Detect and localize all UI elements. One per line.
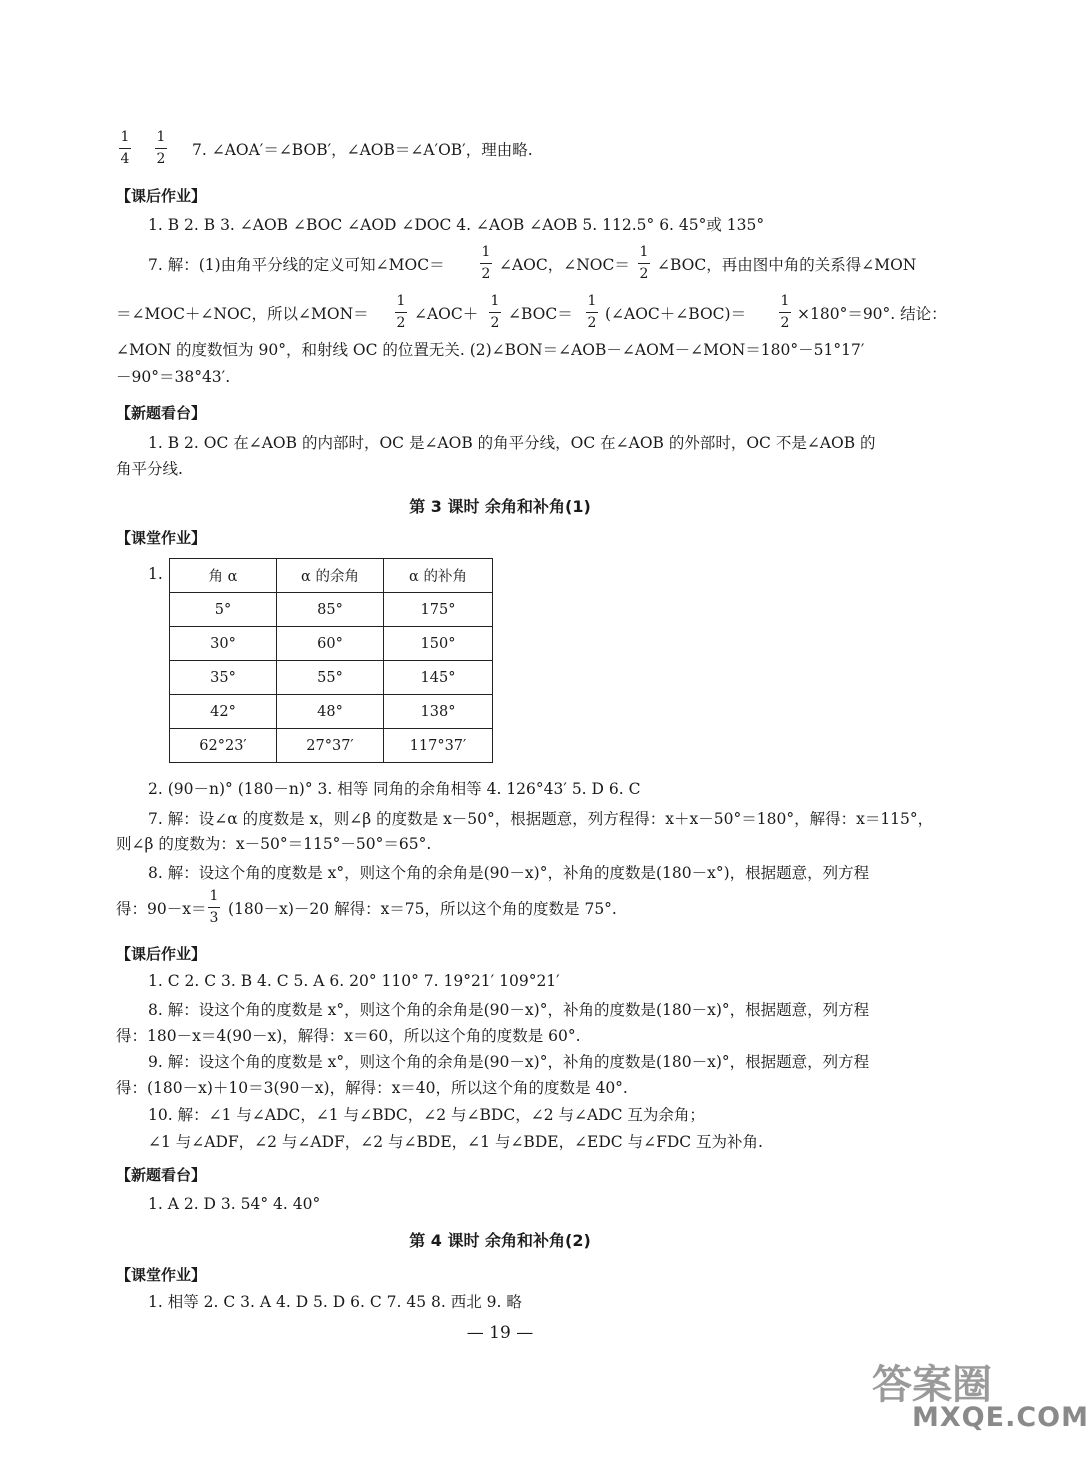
table-row: [170, 593, 493, 627]
fraction-bar: [155, 148, 167, 149]
answer-line: ∠1 与∠ADF，∠2 与∠ADF，∠2 与∠BDE，∠1 与∠BDE，∠EDC 与∠FDC 互为补角.: [148, 1133, 763, 1151]
answer-line: 1. C 2. C 3. B 4. C 5. A 6. 20° 110° 7. 19°21′ 109°21′: [148, 972, 560, 990]
fraction-num: 1: [120, 129, 130, 145]
answer-line: ∠BOC＝: [508, 305, 573, 323]
table-cell: 117°37′: [384, 729, 493, 763]
fraction-num: 1: [156, 129, 166, 145]
table-cell: 150°: [384, 627, 493, 661]
table-row: [170, 661, 493, 695]
watermark-text: MXQE.COM: [912, 1402, 1089, 1433]
answer-line: 则∠β 的度数为：x－50°＝115°－50°＝65°.: [116, 835, 432, 853]
fraction-den: 2: [481, 266, 491, 282]
answer-line: ×180°＝90°. 结论：: [797, 305, 947, 323]
table-cell: 145°: [384, 661, 493, 695]
table-cell: 62°23′: [170, 729, 277, 763]
answer-line: 9. 解：设这个角的度数是 x°，则这个角的余角是(90－x)°，补角的度数是(180－x)°，根据题意，列方程: [148, 1053, 870, 1071]
answer-line: 2. (90－n)° (180－n)° 3. 相等 同角的余角相等 4. 126°43′ 5. D 6. C: [148, 780, 641, 798]
answer-line: ∠AOC＋: [414, 305, 479, 323]
table-cell: 85°: [277, 593, 384, 627]
answer-line: 得：180－x＝4(90－x)，解得：x＝60，所以这个角的度数是 60°.: [116, 1027, 581, 1045]
fraction-bar: [779, 312, 791, 313]
table-header-row: [170, 559, 493, 593]
answer-line: ∠BOC，再由图中角的关系得∠MON: [657, 256, 917, 274]
table-header-cell: 角 α: [170, 559, 277, 593]
fraction-num: 1: [780, 293, 790, 309]
answer-line: 得：(180－x)＋10＝3(90－x)，解得：x＝40，所以这个角的度数是 40°.: [116, 1079, 628, 1097]
table-cell: 175°: [384, 593, 493, 627]
section-heading: 【课后作业】: [116, 187, 207, 205]
table-header-cell: α 的余角: [277, 559, 384, 593]
answer-line: ∠AOC，∠NOC＝: [499, 256, 630, 274]
answer-line: 7. ∠AOA′＝∠BOB′，∠AOB＝∠A′OB′，理由略.: [192, 141, 533, 159]
table-cell: 35°: [170, 661, 277, 695]
answer-line: 10. 解：∠1 与∠ADC，∠1 与∠BDC，∠2 与∠BDC，∠2 与∠ADC 互为余角；: [148, 1106, 705, 1124]
page-number: — 19 —: [466, 1323, 534, 1343]
fraction-bar: [208, 907, 220, 908]
section-heading: 【新题看台】: [116, 404, 207, 422]
fraction-den: 2: [639, 266, 649, 282]
section-heading: 【课堂作业】: [116, 529, 207, 547]
table-label: 1.: [148, 565, 163, 583]
answer-line: 8. 解：设这个角的度数是 x°，则这个角的余角是(90－x)°，补角的度数是(180－x)°，根据题意，列方程: [148, 1001, 870, 1019]
fraction-num: 1: [490, 293, 500, 309]
table-cell: 48°: [277, 695, 384, 729]
fraction-bar: [586, 312, 598, 313]
section-heading: 【课后作业】: [116, 945, 207, 963]
answer-line: －90°＝38°43′.: [116, 368, 231, 386]
fraction-num: 1: [587, 293, 597, 309]
table-cell: 42°: [170, 695, 277, 729]
fraction-bar: [489, 312, 501, 313]
fraction-den: 4: [120, 151, 130, 167]
fraction-num: 1: [209, 888, 219, 904]
answer-line: 1. A 2. D 3. 54° 4. 40°: [148, 1195, 321, 1213]
answer-line: 1. B 2. OC 在∠AOB 的内部时，OC 是∠AOB 的角平分线，OC 在∠AOB 的外部时，OC 不是∠AOB 的: [148, 434, 876, 452]
lesson-title: 第 4 课时 余角和补角(2): [409, 1231, 591, 1250]
fraction-bar: [119, 148, 131, 149]
fraction-den: 2: [490, 315, 500, 331]
answer-line: 7. 解：设∠α 的度数是 x，则∠β 的度数是 x－50°，根据题意，列方程得：x＋x－50°＝180°，解得：x＝115°，: [148, 810, 934, 828]
section-heading: 【新题看台】: [116, 1166, 207, 1184]
table-row: [170, 695, 493, 729]
watermark-logo: 答案圈: [872, 1362, 992, 1408]
table-cell: 5°: [170, 593, 277, 627]
table-cell: 138°: [384, 695, 493, 729]
answer-line: 角平分线.: [116, 460, 183, 478]
fraction-num: 1: [639, 244, 649, 260]
lesson-title: 第 3 课时 余角和补角(1): [409, 497, 591, 516]
fraction-bar: [480, 263, 492, 264]
table-header-cell: α 的补角: [384, 559, 493, 593]
fraction-den: 3: [209, 910, 219, 926]
fraction-bar: [638, 263, 650, 264]
fraction-num: 1: [481, 244, 491, 260]
table-row: [170, 729, 493, 763]
answer-line: ∠MON 的度数恒为 90°，和射线 OC 的位置无关. (2)∠BON＝∠AOB－∠AOM－∠MON＝180°－51°17′: [116, 341, 865, 359]
answer-line: 得：90－x＝: [116, 900, 207, 918]
angle-table: [169, 558, 493, 763]
answer-line: ＝∠MOC＋∠NOC，所以∠MON＝: [116, 305, 369, 323]
fraction-den: 2: [156, 151, 166, 167]
table-row: [170, 627, 493, 661]
answer-line: 1. 相等 2. C 3. A 4. D 5. D 6. C 7. 45 8. 西北 9. 略: [148, 1293, 522, 1311]
fraction-num: 1: [396, 293, 406, 309]
table-cell: 27°37′: [277, 729, 384, 763]
answer-line: (180－x)－20 解得：x＝75，所以这个角的度数是 75°.: [228, 900, 617, 918]
answer-line: 7. 解：(1)由角平分线的定义可知∠MOC＝: [148, 256, 445, 274]
fraction-den: 2: [780, 315, 790, 331]
fraction-den: 2: [396, 315, 406, 331]
table-cell: 60°: [277, 627, 384, 661]
table-cell: 55°: [277, 661, 384, 695]
table-cell: 30°: [170, 627, 277, 661]
answer-line: 1. B 2. B 3. ∠AOB ∠BOC ∠AOD ∠DOC 4. ∠AOB ∠AOB 5. 112.5° 6. 45°或 135°: [148, 216, 765, 234]
section-heading: 【课堂作业】: [116, 1266, 207, 1284]
fraction-den: 2: [587, 315, 597, 331]
answer-line: 8. 解：设这个角的度数是 x°，则这个角的余角是(90－x)°，补角的度数是(180－x°)，根据题意，列方程: [148, 864, 870, 882]
answer-line: (∠AOC＋∠BOC)＝: [605, 305, 747, 323]
fraction-bar: [395, 312, 407, 313]
